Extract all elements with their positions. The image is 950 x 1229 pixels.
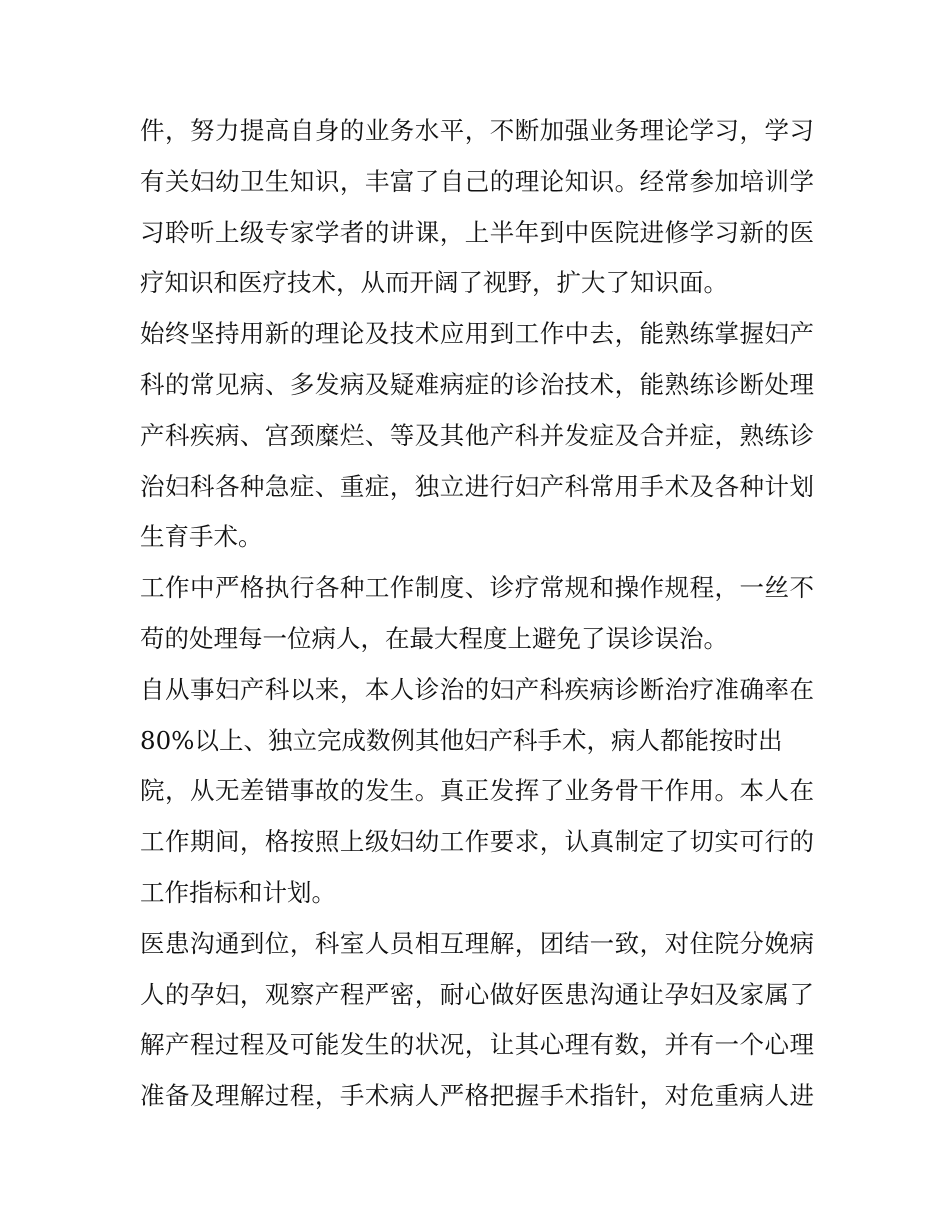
text-line: 苟的处理每一位病人，在最大程度上避免了误诊误治。: [140, 623, 728, 653]
text-line: 人的孕妇，观察产程严密，耐心做好医患沟通让孕妇及家属了: [140, 979, 814, 1009]
document-body: [140, 106, 814, 1122]
text-line: 工作指标和计划。: [140, 877, 336, 907]
text-line: 习聆听上级专家学者的讲课，上半年到中医院进修学习新的医: [140, 217, 814, 247]
text-line: 始终坚持用新的理论及技术应用到工作中去，能熟练掌握妇产: [140, 319, 814, 349]
text-line: 80%以上、独立完成数例其他妇产科手术，病人都能按时出: [140, 725, 783, 755]
text-line: 产科疾病、宫颈糜烂、等及其他产科并发症及合并症，熟练诊: [140, 420, 814, 450]
text-line: 院，从无差错事故的发生。真正发挥了业务骨干作用。本人在: [140, 776, 814, 806]
text-line: 工作期间，格按照上级妇幼工作要求，认真制定了切实可行的: [140, 827, 814, 857]
text-line: 治妇科各种急症、重症，独立进行妇产科常用手术及各种计划: [140, 471, 814, 501]
text-line: 有关妇幼卫生知识，丰富了自己的理论知识。经常参加培训学: [140, 166, 814, 196]
text-line: 准备及理解过程，手术病人严格把握手术指针，对危重病人进: [140, 1081, 814, 1111]
text-line: 科的常见病、多发病及疑难病症的诊治技术，能熟练诊断处理: [140, 369, 814, 399]
text-line: 自从事妇产科以来，本人诊治的妇产科疾病诊断治疗准确率在: [140, 674, 814, 704]
text-line: 疗知识和医疗技术，从而开阔了视野，扩大了知识面。: [140, 268, 728, 298]
text-line: 解产程过程及可能发生的状况，让其心理有数，并有一个心理: [140, 1030, 814, 1060]
text-line: 医患沟通到位，科室人员相互理解，团结一致，对住院分娩病: [140, 928, 814, 958]
text-line: 生育手术。: [140, 522, 263, 552]
text-line: 件，努力提高自身的业务水平，不断加强业务理论学习，学习: [140, 116, 814, 145]
text-line: 工作中严格执行各种工作制度、诊疗常规和操作规程，一丝不: [140, 573, 814, 603]
